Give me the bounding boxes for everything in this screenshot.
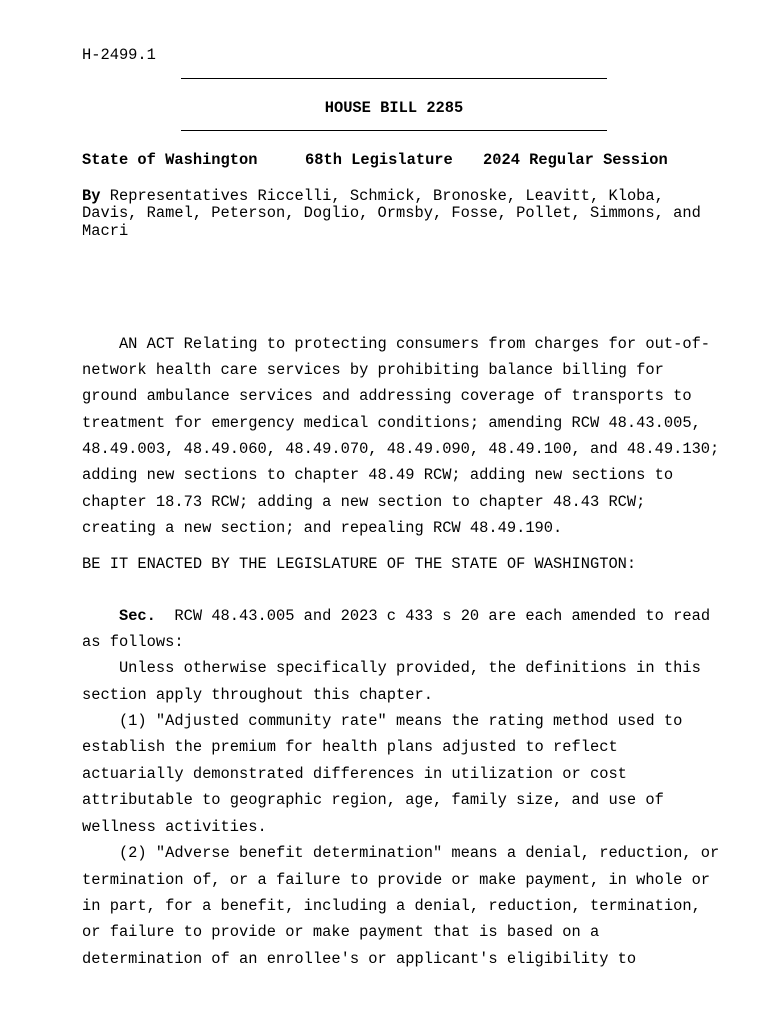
body-line: (2) "Adverse benefit determination" means a denial, reduction, or <box>82 844 720 862</box>
sponsors-line-3: Macri <box>82 222 129 240</box>
body-line: section apply throughout this chapter. <box>82 686 433 704</box>
act-line: treatment for emergency medical conditions; amending RCW 48.43.005, <box>82 414 701 432</box>
section-heading <box>82 607 710 625</box>
body-line: wellness activities. <box>82 818 267 836</box>
act-line: network health care services by prohibiting balance billing for <box>82 361 664 379</box>
bill-title: HOUSE BILL 2285 <box>324 99 464 117</box>
sponsors-line-2: Davis, Ramel, Peterson, Doglio, Ormsby, Fosse, Pollet, Simmons, and <box>82 204 701 222</box>
sec-heading-text: RCW 48.43.005 and 2023 c 433 s 20 are each amended to read <box>155 607 711 625</box>
bottom-rule <box>181 130 607 131</box>
document-id: H-2499.1 <box>82 46 156 64</box>
body-line: in part, for a benefit, including a denial, reduction, termination, <box>82 897 701 915</box>
enacting-clause: BE IT ENACTED BY THE LEGISLATURE OF THE STATE OF WASHINGTON: <box>82 555 637 573</box>
top-rule <box>181 78 607 79</box>
body-line: termination of, or a failure to provide or make payment, in whole or <box>82 871 711 889</box>
body-line: (1) "Adjusted community rate" means the rating method used to <box>82 712 683 730</box>
act-line: creating a new section; and repealing RCW 48.49.190. <box>82 519 563 537</box>
body-line: actuarially demonstrated differences in utilization or cost <box>82 765 627 783</box>
act-line: adding new sections to chapter 48.49 RCW; adding new sections to <box>82 466 674 484</box>
state-name: State of Washington <box>82 151 258 169</box>
body-line: or failure to provide or make payment that is based on a <box>82 923 600 941</box>
act-line: chapter 18.73 RCW; adding a new section to chapter 48.43 RCW; <box>82 493 646 511</box>
session: 2024 Regular Session <box>483 151 668 169</box>
legislature: 68th Legislature <box>305 151 453 169</box>
sponsors-line-1 <box>82 187 664 205</box>
body-line: determination of an enrollee's or applicant's eligibility to <box>82 950 637 968</box>
act-line: ground ambulance services and addressing coverage of transports to <box>82 387 692 405</box>
sponsors-text: Representatives Riccelli, Schmick, Bronoske, Leavitt, Kloba, <box>109 187 664 205</box>
body-line: establish the premium for health plans adjusted to reflect <box>82 738 618 756</box>
body-line: Unless otherwise specifically provided, the definitions in this <box>82 659 701 677</box>
by-label: By <box>82 187 101 205</box>
section-heading-cont: as follows: <box>82 633 184 651</box>
act-line: 48.49.003, 48.49.060, 48.49.070, 48.49.090, 48.49.100, and 48.49.130; <box>82 440 720 458</box>
body-line: attributable to geographic region, age, family size, and use of <box>82 791 664 809</box>
act-line: AN ACT Relating to protecting consumers from charges for out-of- <box>82 335 711 353</box>
sec-label: Sec. <box>118 607 156 625</box>
